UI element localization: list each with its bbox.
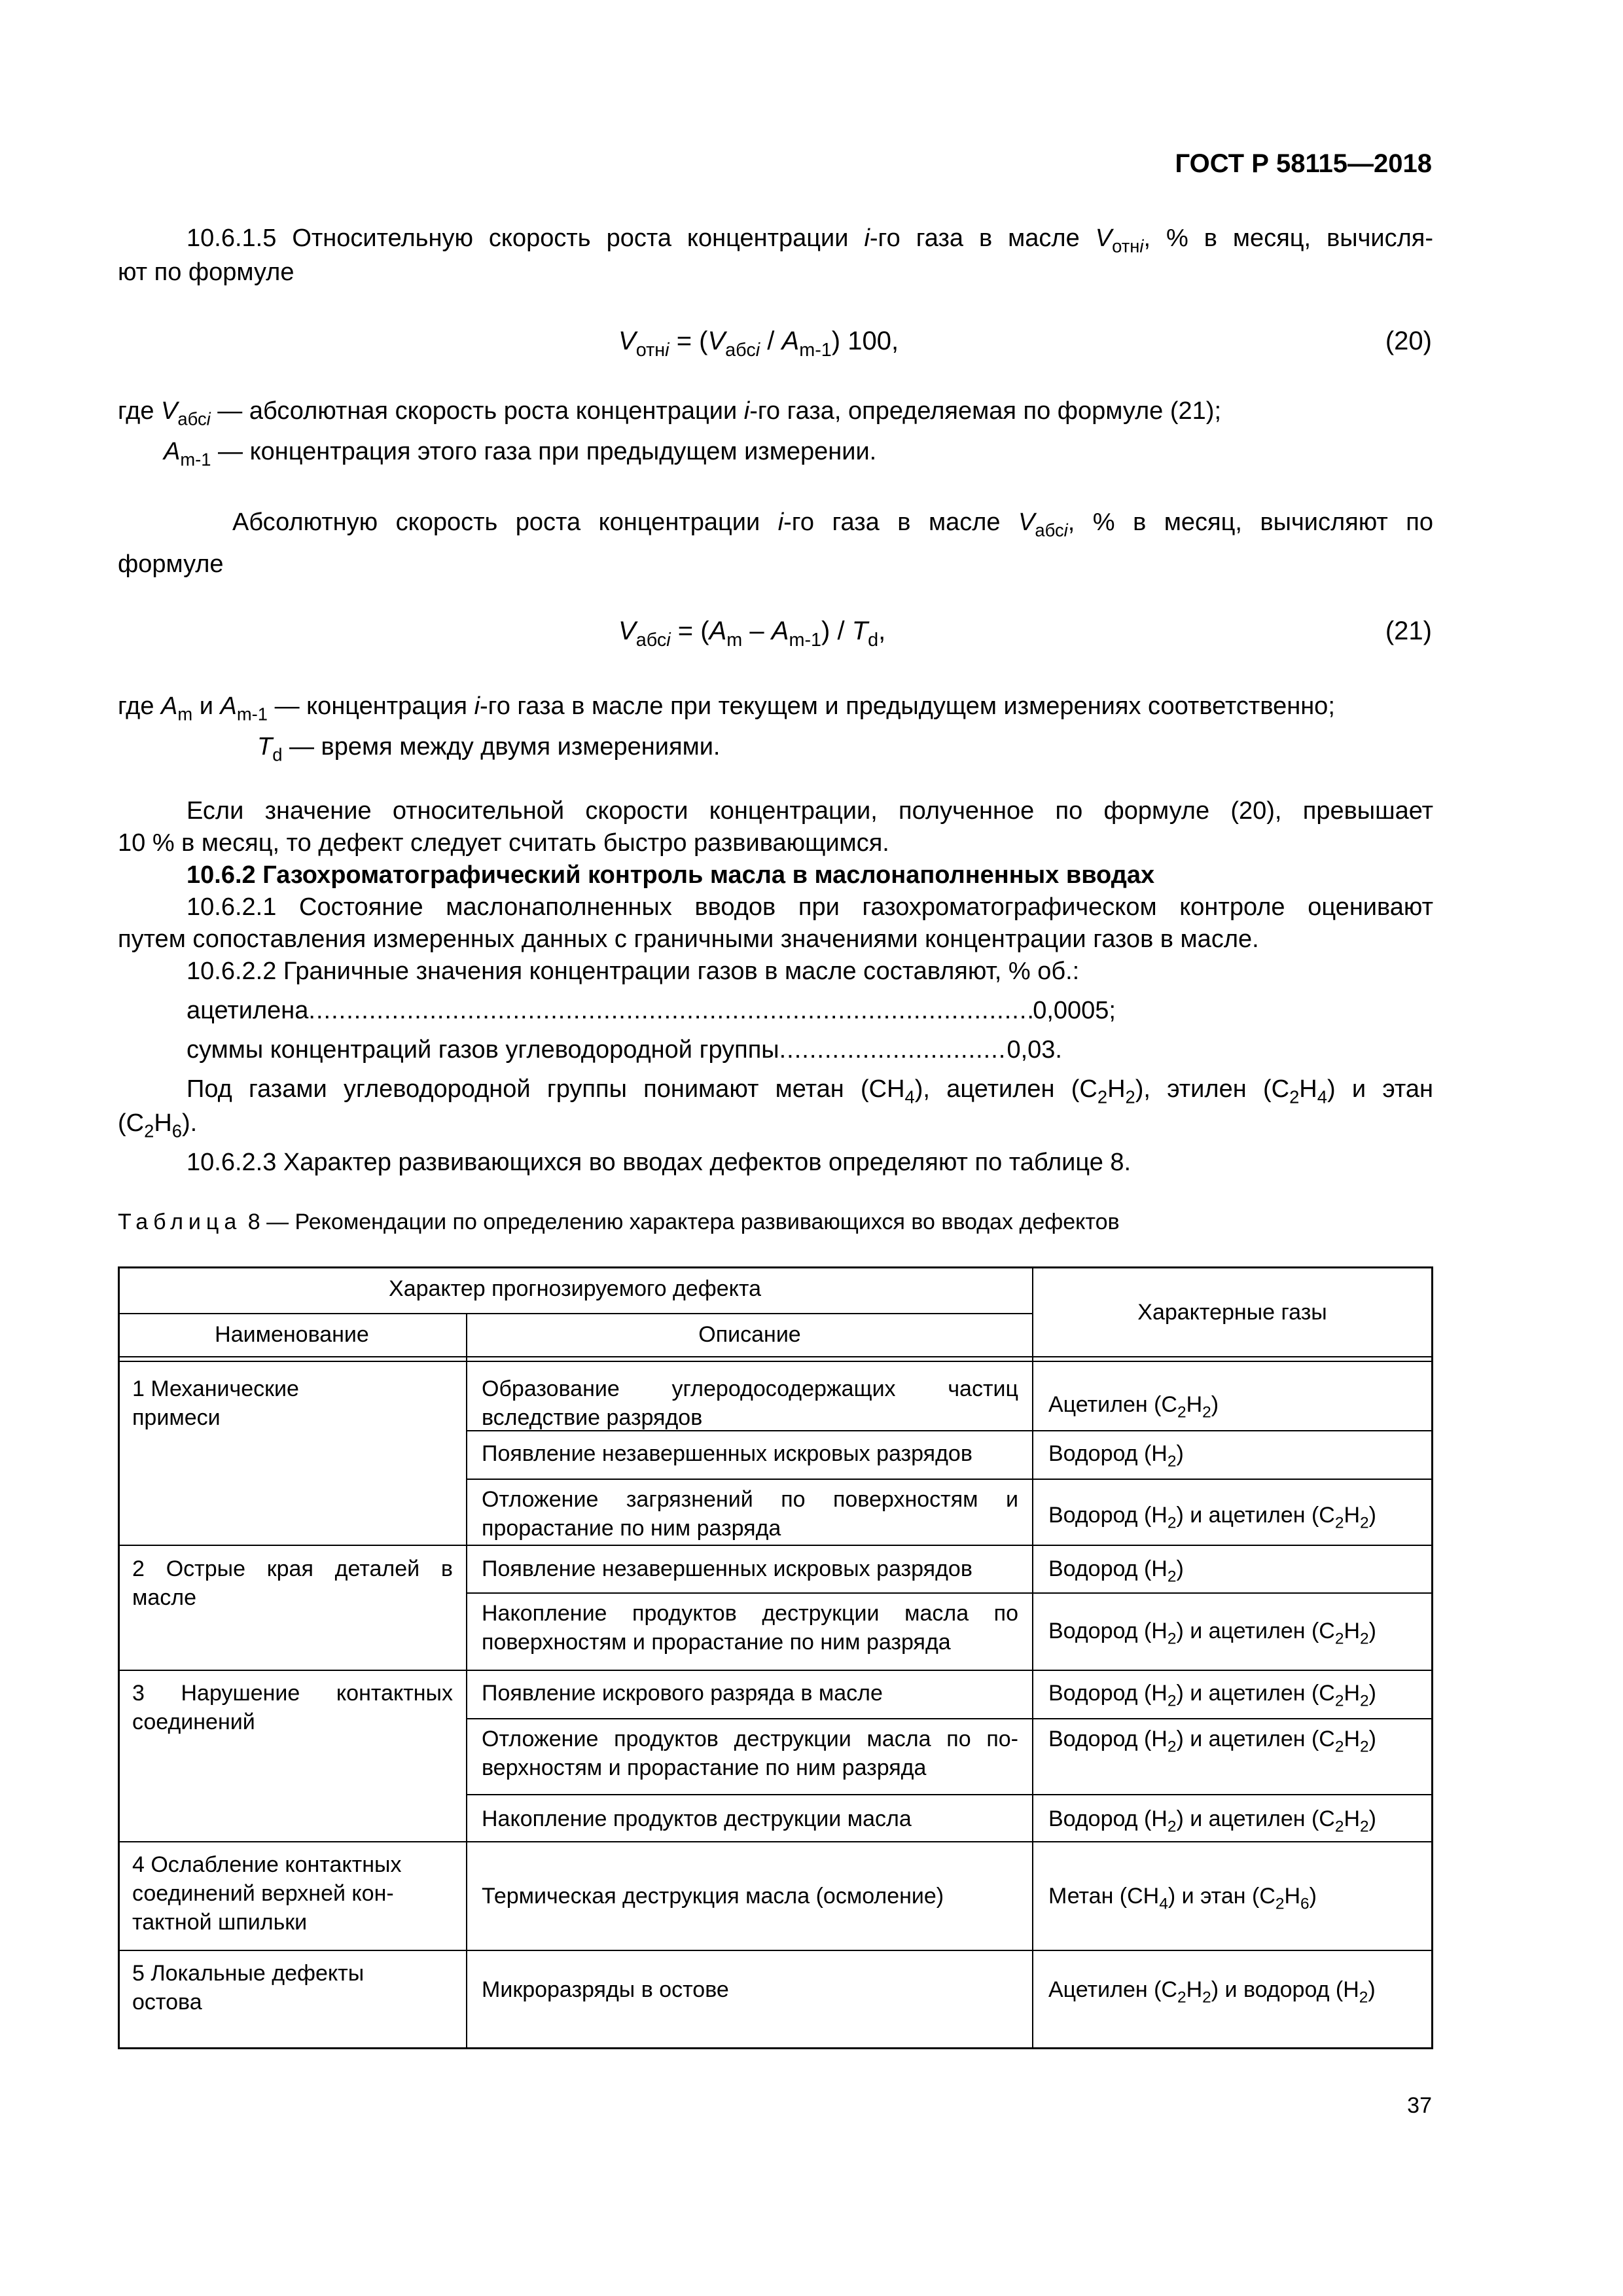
table-row-2b-gas: Водород $(H_2)$ и ацетилен $(C_2H_2)$ bbox=[1048, 1619, 1376, 1648]
table-row-3-name: 3 Нарушение контактных соединений bbox=[132, 1681, 453, 1734]
table-row-2-name: 2 Острые края деталей в масле bbox=[132, 1556, 453, 1610]
table-row-3a-gas: Водород $(H_2)$ и ацетилен $(C_2H_2)$ bbox=[1048, 1681, 1376, 1710]
table-row-3b-gas: Водород $(H_2)$ и ацетилен $(C_2H_2)$ bbox=[1048, 1727, 1376, 1756]
table-row-2a-gas: Водород $(H_2)$ bbox=[1048, 1556, 1184, 1586]
table-row-4-gas: Метан $(CH_4)$ и этан $(C_2H_6)$ bbox=[1048, 1884, 1317, 1913]
table-row-1c-desc: Отложение загрязнений по поверхностям и прорастание по ним разряда bbox=[482, 1487, 1018, 1541]
where-line-2: $A_{m-1}$ — концентрация этого газа при предыдущем измерении. bbox=[164, 438, 877, 470]
table-row-1a-gas: Ацетилен $(C_2H_2)$ bbox=[1048, 1392, 1219, 1422]
document-header: ГОСТ Р 58115—2018 bbox=[1175, 149, 1432, 178]
table-row-1b-desc: Появление незавершенных искровых разрядов bbox=[482, 1441, 972, 1466]
paragraph-10-6-2-3: 10.6.2.3 Характер развивающихся во вводах дефектов определяют по таблице 8. bbox=[187, 1149, 1132, 1176]
table-row-3b-desc: Отложение продуктов деструкции масла по по- верхностям и прорастание по ним разряда bbox=[482, 1727, 1018, 1780]
table-row-1-name: 1 Механические примеси bbox=[132, 1376, 299, 1430]
formula-21: $V_{абсi} = (A_m - A_{m-1}) / T_d$, bbox=[618, 617, 886, 651]
table-row-3c-desc: Накопление продуктов деструкции масла bbox=[482, 1806, 912, 1831]
table-row-3a-desc: Появление искрового разряда в масле bbox=[482, 1681, 883, 1706]
paragraph-hydrocarbon-line2: $(C_2H_6)$. bbox=[118, 1109, 198, 1141]
formula-21-number: (21) bbox=[1385, 617, 1432, 645]
paragraph-threshold-line2: 10 % в месяц, то дефект следует считать быстро развивающимся. bbox=[118, 829, 889, 857]
table-row-5-desc: Микроразряды в остове bbox=[482, 1977, 729, 2002]
table-head-desc: Описание bbox=[698, 1322, 801, 1347]
limit-hydrocarbon-sum: суммы концентраций газов углеводородной группы ..... 0,03. bbox=[187, 1034, 1062, 1066]
table-head-gases: Характерные газы bbox=[1137, 1300, 1327, 1325]
table-row-1a-desc: Образование углеродосодержащих частиц вследствие разрядов bbox=[482, 1376, 1018, 1430]
paragraph-absolute-speed-line1: Абсолютную скорость роста концентрации i-го газа в масле $V_{абсi}$, % в месяц, вычисляют по bbox=[232, 509, 1434, 541]
paragraph-10-6-1-5-line2: ют по формуле bbox=[118, 259, 294, 286]
table-row-2b-desc: Накопление продуктов деструкции масла по поверхностям и прорастание по ним разряда bbox=[482, 1601, 1018, 1655]
page-number: 37 bbox=[1407, 2093, 1432, 2118]
formula-20-number: (20) bbox=[1385, 327, 1432, 355]
where2-line-1: где $A_m$ и $A_{m-1}$ — концентрация i-го газа в масле при текущем и предыдущем измерениях соответственно; bbox=[118, 692, 1335, 725]
table-row-2a-desc: Появление незавершенных искровых разрядов bbox=[482, 1556, 972, 1581]
paragraph-10-6-1-5-line1: 10.6.1.5 Относительную скорость роста концентрации i-го газа в масле $V_{отнi}$, % в месяц, вычисля- bbox=[187, 224, 1434, 257]
table-head-group: Характер прогнозируемого дефекта bbox=[389, 1276, 761, 1301]
table-row-5-name: 5 Локальные дефекты остова bbox=[132, 1961, 365, 2015]
table-row-5-gas: Ацетилен $(C_2H_2)$ и водород $(H_2)$ bbox=[1048, 1977, 1376, 2007]
table-8 bbox=[118, 1266, 1433, 2049]
paragraph-10-6-2-1-line2: путем сопоставления измеренных данных с граничными значениями концентрации газов в масле. bbox=[118, 925, 1259, 953]
table-row-1b-gas: Водород $(H_2)$ bbox=[1048, 1441, 1184, 1471]
table-caption: Таблица 8 — Рекомендации по определению характера развивающихся во вводах дефектов bbox=[118, 1210, 1120, 1234]
paragraph-threshold-line1: Если значение относительной скорости концентрации, полученное по формуле (20), превышает bbox=[187, 797, 1433, 825]
table-row-4-name: 4 Ослабление контактных соединений верхней кон- тактной шпильки bbox=[132, 1852, 402, 1935]
formula-20: $V_{отнi} = (V_{абсi} / A_{m-1})$ 100, bbox=[618, 327, 899, 361]
paragraph-10-6-2-2: 10.6.2.2 Граничные значения концентрации газов в масле составляют, % об.: bbox=[187, 958, 1080, 985]
paragraph-absolute-speed-line2: формуле bbox=[118, 550, 224, 578]
limit-acetylene: ацетилена ..... 0,0005; bbox=[187, 995, 1116, 1026]
section-heading-10-6-2: 10.6.2 Газохроматографический контроль масла в маслонаполненных вводах bbox=[187, 861, 1155, 889]
paragraph-hydrocarbon-line1: Под газами углеводородной группы понимают метан $(CH_4)$, ацетилен $(C_2H_2)$, этилен $(C_2H_4)$ и этан bbox=[187, 1075, 1433, 1107]
table-row-4-desc: Термическая деструкция масла (осмоление) bbox=[482, 1884, 944, 1909]
paragraph-10-6-2-1-line1: 10.6.2.1 Состояние маслонаполненных вводов при газохроматографическом контроле оценивают bbox=[187, 893, 1433, 921]
table-row-1c-gas: Водород $(H_2)$ и ацетилен $(C_2H_2)$ bbox=[1048, 1503, 1376, 1532]
table-head-name: Наименование bbox=[215, 1322, 369, 1347]
where2-line-2: $T_d$ — время между двумя измерениями. bbox=[257, 733, 721, 765]
where-line-1: где $V_{абсi}$ — абсолютная скорость роста концентрации i-го газа, определяемая по формуле (21); bbox=[118, 397, 1222, 429]
table-row-3c-gas: Водород $(H_2)$ и ацетилен $(C_2H_2)$ bbox=[1048, 1806, 1376, 1836]
